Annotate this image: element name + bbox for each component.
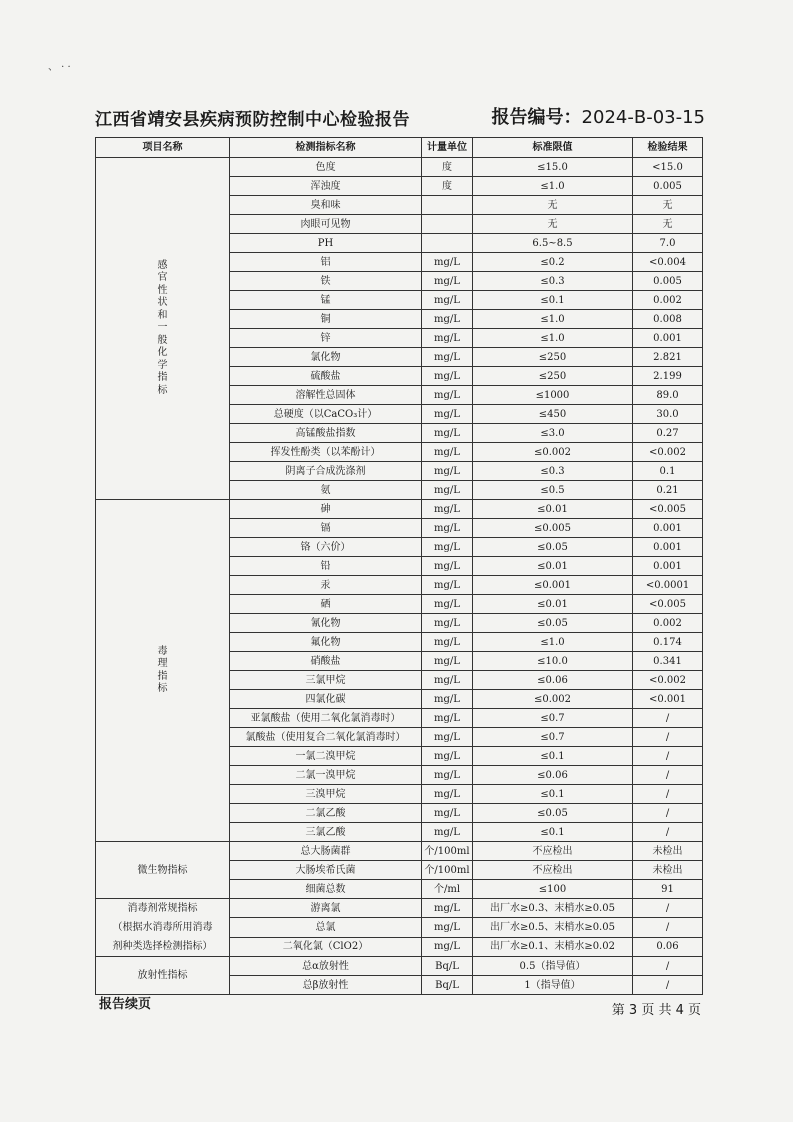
indicator-name: 肉眼可见物 bbox=[230, 215, 422, 234]
category-label-line: （根据水消毒所用消毒 bbox=[112, 922, 213, 933]
scan-marks: 、 · · bbox=[48, 62, 71, 73]
indicator-name: 总α放射性 bbox=[230, 957, 422, 976]
unit: mg/L bbox=[422, 367, 473, 386]
standard-limit: ≤0.002 bbox=[473, 690, 633, 709]
test-result: 0.005 bbox=[633, 272, 703, 291]
unit: mg/L bbox=[422, 633, 473, 652]
standard-limit: ≤0.1 bbox=[473, 785, 633, 804]
standard-limit: 不应检出 bbox=[473, 861, 633, 880]
test-result: 7.0 bbox=[633, 234, 703, 253]
unit: mg/L bbox=[422, 348, 473, 367]
test-result: 无 bbox=[633, 196, 703, 215]
indicator-name: PH bbox=[230, 234, 422, 253]
standard-limit: 不应检出 bbox=[473, 842, 633, 861]
test-result: / bbox=[633, 766, 703, 785]
standard-limit: ≤0.001 bbox=[473, 576, 633, 595]
report-number-label: 报告编号： bbox=[491, 107, 582, 128]
unit: Bq/L bbox=[422, 976, 473, 995]
standard-limit: 无 bbox=[473, 215, 633, 234]
test-result: 未检出 bbox=[633, 861, 703, 880]
indicator-name: 铅 bbox=[230, 557, 422, 576]
test-result: <15.0 bbox=[633, 158, 703, 177]
standard-limit: ≤1.0 bbox=[473, 310, 633, 329]
indicator-name: 色度 bbox=[230, 158, 422, 177]
test-result: 0.002 bbox=[633, 614, 703, 633]
table-body bbox=[96, 158, 703, 995]
standard-limit: ≤1000 bbox=[473, 386, 633, 405]
test-result: 0.1 bbox=[633, 462, 703, 481]
test-result: 0.002 bbox=[633, 291, 703, 310]
indicator-name: 四氯化碳 bbox=[230, 690, 422, 709]
table-header-row bbox=[96, 138, 703, 158]
test-result: 2.821 bbox=[633, 348, 703, 367]
unit: mg/L bbox=[422, 443, 473, 462]
test-result: / bbox=[633, 709, 703, 728]
test-result: / bbox=[633, 957, 703, 976]
unit: mg/L bbox=[422, 310, 473, 329]
unit: 度 bbox=[422, 177, 473, 196]
category-label: 毒理指标 bbox=[157, 645, 168, 694]
indicator-name: 二氧化氯（ClO2） bbox=[230, 937, 422, 956]
col-header: 标准限值 bbox=[473, 138, 633, 158]
indicator-name: 锰 bbox=[230, 291, 422, 310]
standard-limit: ≤10.0 bbox=[473, 652, 633, 671]
continued-label: 报告续页 bbox=[99, 997, 152, 1012]
report-header bbox=[95, 103, 705, 129]
standard-limit: ≤0.7 bbox=[473, 728, 633, 747]
indicator-name: 二氯乙酸 bbox=[230, 804, 422, 823]
standard-limit: ≤450 bbox=[473, 405, 633, 424]
unit: mg/L bbox=[422, 538, 473, 557]
test-result: 0.001 bbox=[633, 557, 703, 576]
category-cell bbox=[96, 899, 230, 957]
standard-limit: ≤15.0 bbox=[473, 158, 633, 177]
test-result: 0.174 bbox=[633, 633, 703, 652]
unit: mg/L bbox=[422, 481, 473, 500]
indicator-name: 一氯二溴甲烷 bbox=[230, 747, 422, 766]
indicator-name: 氰化物 bbox=[230, 614, 422, 633]
test-result: 0.001 bbox=[633, 538, 703, 557]
standard-limit: 1（指导值） bbox=[473, 976, 633, 995]
test-result: 0.005 bbox=[633, 177, 703, 196]
unit: mg/L bbox=[422, 918, 473, 937]
indicator-name: 二氯一溴甲烷 bbox=[230, 766, 422, 785]
test-result: / bbox=[633, 785, 703, 804]
indicator-name: 臭和味 bbox=[230, 196, 422, 215]
indicator-name: 溶解性总固体 bbox=[230, 386, 422, 405]
indicator-name: 挥发性酚类（以苯酚计） bbox=[230, 443, 422, 462]
report-number-value: 2024-B-03-15 bbox=[581, 107, 705, 128]
standard-limit: ≤0.05 bbox=[473, 614, 633, 633]
unit: mg/L bbox=[422, 576, 473, 595]
unit: mg/L bbox=[422, 652, 473, 671]
unit: 度 bbox=[422, 158, 473, 177]
category-label-line: 剂种类选择检测指标） bbox=[112, 941, 213, 952]
standard-limit: ≤0.5 bbox=[473, 481, 633, 500]
standard-limit: ≤0.05 bbox=[473, 538, 633, 557]
indicator-name: 总大肠菌群 bbox=[230, 842, 422, 861]
indicator-name: 浑浊度 bbox=[230, 177, 422, 196]
unit: 个/ml bbox=[422, 880, 473, 899]
test-result: / bbox=[633, 899, 703, 918]
standard-limit: ≤0.1 bbox=[473, 747, 633, 766]
col-header: 检测指标名称 bbox=[230, 138, 422, 158]
indicator-name: 汞 bbox=[230, 576, 422, 595]
test-result: / bbox=[633, 976, 703, 995]
unit: mg/L bbox=[422, 519, 473, 538]
standard-limit: ≤100 bbox=[473, 880, 633, 899]
indicator-name: 氨 bbox=[230, 481, 422, 500]
indicator-name: 阴离子合成洗涤剂 bbox=[230, 462, 422, 481]
standard-limit: ≤0.7 bbox=[473, 709, 633, 728]
unit bbox=[422, 215, 473, 234]
standard-limit: 0.5（指导值） bbox=[473, 957, 633, 976]
category-cell bbox=[96, 500, 230, 842]
test-result: 0.27 bbox=[633, 424, 703, 443]
unit: mg/L bbox=[422, 253, 473, 272]
standard-limit: ≤0.01 bbox=[473, 500, 633, 519]
unit: 个/100ml bbox=[422, 861, 473, 880]
indicator-name: 三氯乙酸 bbox=[230, 823, 422, 842]
indicator-name: 铝 bbox=[230, 253, 422, 272]
unit: mg/L bbox=[422, 766, 473, 785]
category-label-line: 消毒剂常规指标 bbox=[127, 903, 198, 914]
table-row bbox=[96, 158, 703, 177]
unit: mg/L bbox=[422, 272, 473, 291]
test-result: <0.0001 bbox=[633, 576, 703, 595]
table-row bbox=[96, 842, 703, 861]
indicator-name: 铜 bbox=[230, 310, 422, 329]
unit: mg/L bbox=[422, 329, 473, 348]
indicator-name: 砷 bbox=[230, 500, 422, 519]
unit: mg/L bbox=[422, 937, 473, 956]
standard-limit: ≤1.0 bbox=[473, 633, 633, 652]
standard-limit: ≤250 bbox=[473, 367, 633, 386]
unit: mg/L bbox=[422, 728, 473, 747]
unit: mg/L bbox=[422, 804, 473, 823]
test-result: <0.001 bbox=[633, 690, 703, 709]
test-result: 91 bbox=[633, 880, 703, 899]
unit: mg/L bbox=[422, 614, 473, 633]
unit: mg/L bbox=[422, 595, 473, 614]
standard-limit: ≤0.06 bbox=[473, 671, 633, 690]
standard-limit: ≤1.0 bbox=[473, 329, 633, 348]
indicator-name: 总β放射性 bbox=[230, 976, 422, 995]
indicator-name: 镉 bbox=[230, 519, 422, 538]
test-result: <0.005 bbox=[633, 595, 703, 614]
results-table bbox=[95, 137, 703, 995]
indicator-name: 高锰酸盐指数 bbox=[230, 424, 422, 443]
test-result: <0.002 bbox=[633, 443, 703, 462]
unit: mg/L bbox=[422, 899, 473, 918]
test-result: <0.002 bbox=[633, 671, 703, 690]
standard-limit: 出厂水≥0.5、末梢水≥0.05 bbox=[473, 918, 633, 937]
col-header: 项目名称 bbox=[96, 138, 230, 158]
indicator-name: 大肠埃希氏菌 bbox=[230, 861, 422, 880]
indicator-name: 硒 bbox=[230, 595, 422, 614]
unit: mg/L bbox=[422, 747, 473, 766]
indicator-name: 铁 bbox=[230, 272, 422, 291]
standard-limit: ≤0.005 bbox=[473, 519, 633, 538]
standard-limit: ≤0.002 bbox=[473, 443, 633, 462]
standard-limit: 6.5~8.5 bbox=[473, 234, 633, 253]
category-label: 感官性状和一般化学指标 bbox=[157, 259, 168, 396]
standard-limit: ≤3.0 bbox=[473, 424, 633, 443]
unit bbox=[422, 234, 473, 253]
standard-limit: ≤0.3 bbox=[473, 462, 633, 481]
indicator-name: 总氯 bbox=[230, 918, 422, 937]
indicator-name: 亚氯酸盐（使用二氧化氯消毒时） bbox=[230, 709, 422, 728]
indicator-name: 三溴甲烷 bbox=[230, 785, 422, 804]
col-header: 检验结果 bbox=[633, 138, 703, 158]
table-row bbox=[96, 957, 703, 976]
indicator-name: 氯酸盐（使用复合二氧化氯消毒时） bbox=[230, 728, 422, 747]
indicator-name: 锌 bbox=[230, 329, 422, 348]
page-number: 第 3 页 共 4 页 bbox=[611, 1003, 701, 1018]
indicator-name: 硝酸盐 bbox=[230, 652, 422, 671]
test-result: 0.008 bbox=[633, 310, 703, 329]
category-cell: 微生物指标 bbox=[96, 842, 230, 899]
indicator-name: 硫酸盐 bbox=[230, 367, 422, 386]
table-row bbox=[96, 500, 703, 519]
standard-limit: ≤0.1 bbox=[473, 823, 633, 842]
standard-limit: ≤0.06 bbox=[473, 766, 633, 785]
unit: mg/L bbox=[422, 671, 473, 690]
test-result: 0.341 bbox=[633, 652, 703, 671]
standard-limit: ≤0.1 bbox=[473, 291, 633, 310]
indicator-name: 细菌总数 bbox=[230, 880, 422, 899]
test-result: 未检出 bbox=[633, 842, 703, 861]
standard-limit: ≤250 bbox=[473, 348, 633, 367]
report-title: 江西省靖安县疾病预防控制中心检验报告 bbox=[95, 110, 410, 130]
test-result: 0.21 bbox=[633, 481, 703, 500]
standard-limit: 无 bbox=[473, 196, 633, 215]
unit: mg/L bbox=[422, 462, 473, 481]
standard-limit: 出厂水≥0.1、末梢水≥0.02 bbox=[473, 937, 633, 956]
unit: mg/L bbox=[422, 424, 473, 443]
unit bbox=[422, 196, 473, 215]
test-result: 0.06 bbox=[633, 937, 703, 956]
standard-limit: ≤0.05 bbox=[473, 804, 633, 823]
unit: mg/L bbox=[422, 405, 473, 424]
indicator-name: 三氯甲烷 bbox=[230, 671, 422, 690]
test-result: 30.0 bbox=[633, 405, 703, 424]
indicator-name: 总硬度（以CaCO₃计） bbox=[230, 405, 422, 424]
unit: mg/L bbox=[422, 690, 473, 709]
standard-limit: 出厂水≥0.3、末梢水≥0.05 bbox=[473, 899, 633, 918]
unit: mg/L bbox=[422, 386, 473, 405]
unit: mg/L bbox=[422, 823, 473, 842]
test-result: / bbox=[633, 823, 703, 842]
indicator-name: 氟化物 bbox=[230, 633, 422, 652]
test-result: 2.199 bbox=[633, 367, 703, 386]
unit: mg/L bbox=[422, 291, 473, 310]
table-row bbox=[96, 899, 703, 918]
indicator-name: 铬（六价） bbox=[230, 538, 422, 557]
unit: mg/L bbox=[422, 500, 473, 519]
test-result: 无 bbox=[633, 215, 703, 234]
category-cell bbox=[96, 158, 230, 500]
unit: mg/L bbox=[422, 709, 473, 728]
standard-limit: ≤0.01 bbox=[473, 557, 633, 576]
standard-limit: ≤1.0 bbox=[473, 177, 633, 196]
report-number bbox=[492, 103, 705, 129]
col-header: 计量单位 bbox=[422, 138, 473, 158]
test-result: 0.001 bbox=[633, 329, 703, 348]
test-result: 0.001 bbox=[633, 519, 703, 538]
test-result: <0.005 bbox=[633, 500, 703, 519]
test-result: / bbox=[633, 918, 703, 937]
test-result: / bbox=[633, 747, 703, 766]
standard-limit: ≤0.2 bbox=[473, 253, 633, 272]
unit: 个/100ml bbox=[422, 842, 473, 861]
test-result: <0.004 bbox=[633, 253, 703, 272]
indicator-name: 氯化物 bbox=[230, 348, 422, 367]
standard-limit: ≤0.01 bbox=[473, 595, 633, 614]
category-cell: 放射性指标 bbox=[96, 957, 230, 995]
standard-limit: ≤0.3 bbox=[473, 272, 633, 291]
indicator-name: 游离氯 bbox=[230, 899, 422, 918]
unit: Bq/L bbox=[422, 957, 473, 976]
unit: mg/L bbox=[422, 785, 473, 804]
test-result: / bbox=[633, 804, 703, 823]
test-result: 89.0 bbox=[633, 386, 703, 405]
unit: mg/L bbox=[422, 557, 473, 576]
test-result: / bbox=[633, 728, 703, 747]
